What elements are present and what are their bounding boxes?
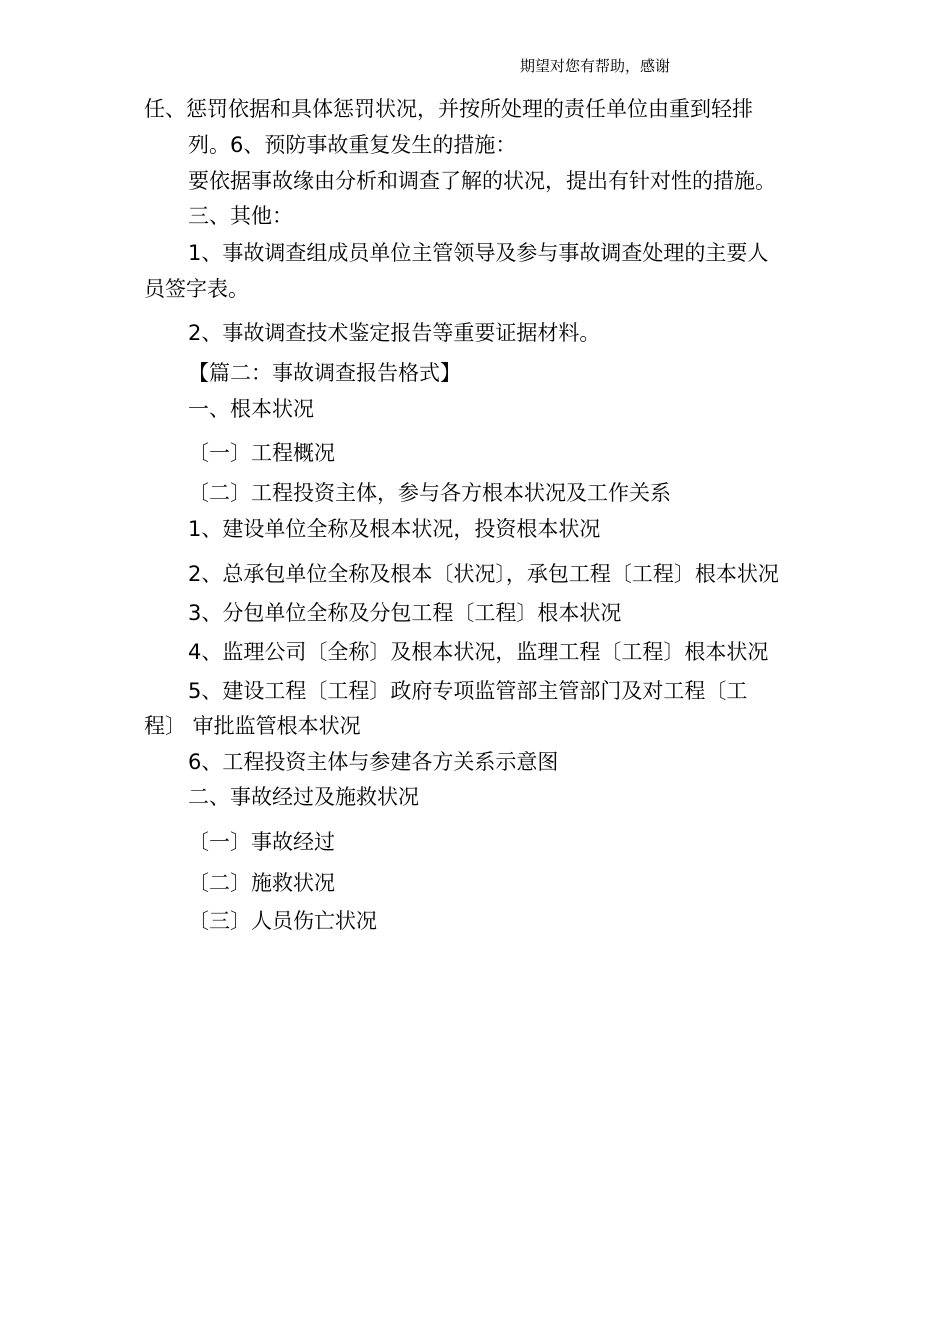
text-line: 4、监理公司〔全称〕及根本状况，监理工程〔工程〕根本状况 (188, 640, 769, 664)
text-line: 3、分包单位全称及分包工程〔工程〕根本状况 (188, 601, 622, 625)
text-line: 员签字表。 (144, 277, 249, 301)
chapter-title: 【篇二：事故调查报告格式】 (188, 361, 461, 385)
text-line: 要依据事故缘由分析和调查了解的状况，提出有针对性的措施。 (188, 169, 776, 193)
subsection-heading: 〔三〕人员伤亡状况 (188, 909, 377, 933)
text-line: 1、事故调查组成员单位主管领导及参与事故调查处理的主要人 (188, 241, 769, 265)
text-line: 2、事故调查技术鉴定报告等重要证据材料。 (188, 321, 601, 345)
section-heading: 三、其他： (188, 204, 293, 228)
subsection-heading: 〔一〕事故经过 (188, 830, 335, 854)
text-line: 6、工程投资主体与参建各方关系示意图 (188, 750, 559, 774)
text-line: 1、建设单位全称及根本状况，投资根本状况 (188, 517, 601, 541)
subsection-heading: 〔一〕工程概况 (188, 441, 335, 465)
text-line: 任、惩罚依据和具体惩罚状况，并按所处理的责任单位由重到轻排 (144, 97, 753, 121)
text-line: 列。6、预防事故重复发生的措施： (188, 133, 517, 157)
text-line: 2、总承包单位全称及根本〔状况〕，承包工程〔工程〕根本状况 (188, 562, 779, 586)
subsection-heading: 〔二〕施救状况 (188, 871, 335, 895)
subsection-heading: 〔二〕工程投资主体，参与各方根本状况及工作关系 (188, 481, 671, 505)
section-heading: 二、事故经过及施救状况 (188, 785, 419, 809)
page-header: 期望对您有帮助，感谢 (520, 57, 671, 75)
text-line: 5、建设工程〔工程〕政府专项监管部主管部门及对工程〔工 (188, 679, 748, 703)
section-heading: 一、根本状况 (188, 397, 314, 421)
text-line: 程〕 审批监管根本状况 (144, 714, 361, 738)
